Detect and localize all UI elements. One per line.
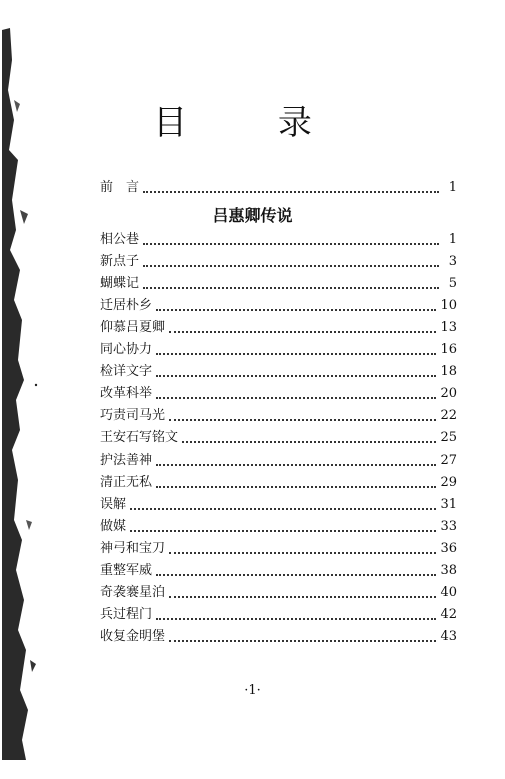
dot-leader: [169, 552, 436, 554]
dot-leader: [143, 265, 439, 267]
toc-entry: [100, 472, 457, 492]
toc-entry-label: 收复金明堡: [100, 628, 166, 644]
dot-leader: [156, 353, 436, 355]
toc-entry-page: 36: [440, 540, 457, 556]
toc-entry-label: 仰慕吕夏卿: [100, 320, 166, 336]
toc-entry-label: 相公巷: [100, 232, 140, 247]
toc-entry-page: 25: [440, 430, 457, 446]
toc-entry-page: 18: [440, 364, 457, 380]
toc-entry: [100, 516, 457, 536]
toc-entry-label: 神弓和宝刀: [100, 540, 166, 556]
toc-entry-page: 3: [448, 254, 457, 270]
section-heading: 吕惠卿传说: [212, 206, 293, 225]
dot-leader: [143, 287, 439, 289]
toc-entry-label: 前 言: [100, 180, 140, 195]
toc-entry: [100, 494, 457, 514]
toc-entry: [100, 450, 457, 470]
toc-entry: [100, 427, 457, 447]
toc-entry-page: 43: [440, 628, 457, 644]
dot-leader: [156, 375, 436, 377]
dot-leader: [169, 331, 436, 333]
toc-entry-label: 巧责司马光: [100, 408, 166, 424]
toc-entry-page: 29: [440, 474, 457, 490]
dot-leader: [182, 441, 436, 443]
toc-entry-label: 王安石写铭文: [100, 430, 179, 446]
toc-entry-page: 1: [448, 180, 457, 195]
toc-entry-label: 清正无私: [100, 474, 153, 490]
toc-entry-page: 13: [440, 320, 457, 336]
toc-entry-label: 改革科举: [100, 386, 153, 402]
dot-leader: [156, 618, 436, 620]
toc-entry: [100, 582, 457, 602]
toc-entry: [100, 273, 457, 293]
toc-entry-label: 做媒: [100, 518, 127, 534]
toc-entry: [100, 317, 457, 337]
toc-entry-page: 38: [440, 562, 457, 578]
toc-entry-label: 新点子: [100, 254, 140, 270]
dot-leader: [156, 397, 436, 399]
dot-leader: [130, 508, 436, 510]
dot-leader: [169, 596, 436, 598]
toc-entry: [100, 383, 457, 403]
dot-leader: [143, 243, 439, 245]
dot-leader: [130, 530, 436, 532]
toc-entry-label: 护法善神: [100, 452, 153, 468]
toc-entry-page: 20: [440, 386, 457, 402]
toc-entry: [100, 405, 457, 425]
toc-entry-page: 33: [440, 518, 457, 534]
toc-entry-page: 1: [448, 232, 457, 247]
toc-entry: [100, 251, 457, 271]
toc-entry-page: 22: [440, 408, 457, 424]
toc-entry: [100, 295, 457, 315]
toc-entry-label: 同心协力: [100, 342, 153, 358]
toc-entry: [100, 626, 457, 646]
toc-entry: [100, 560, 457, 580]
dot-leader: [143, 191, 439, 193]
dot-leader: [156, 464, 436, 466]
toc-entry-label: 误解: [100, 496, 127, 512]
dot-leader: [156, 574, 436, 576]
toc-entry-page: 40: [440, 584, 457, 600]
page-number: ·1·: [244, 683, 261, 698]
toc-entry-label: 蝴蝶记: [100, 276, 140, 292]
toc-entry: [100, 604, 457, 624]
toc-entry-page: 31: [440, 496, 457, 512]
dot-leader: [156, 486, 436, 488]
toc-entry: [100, 339, 457, 359]
dot-leader: [169, 419, 436, 421]
page-title: 目 录: [153, 103, 352, 143]
toc-entry: [100, 361, 457, 381]
dot-leader: [169, 640, 436, 642]
toc-entry-page: 16: [440, 342, 457, 358]
toc-entry-label: 兵过程门: [100, 606, 153, 622]
toc-entry-label: 重整军威: [100, 562, 153, 578]
toc-entry-label: 检详文字: [100, 364, 153, 380]
toc-entry-label: 迁居朴乡: [100, 298, 153, 314]
toc-entry-label: 奇袭褰星泊: [100, 584, 166, 600]
toc-entry-page: 27: [440, 452, 457, 468]
toc-entry-page: 10: [440, 298, 457, 314]
toc-entry-preface: [100, 177, 457, 197]
toc-entry-page: 5: [448, 276, 457, 292]
toc-entry-page: 42: [440, 606, 457, 622]
toc-entry: [100, 538, 457, 558]
toc-entry: [100, 229, 457, 249]
dot-leader: [156, 309, 436, 311]
